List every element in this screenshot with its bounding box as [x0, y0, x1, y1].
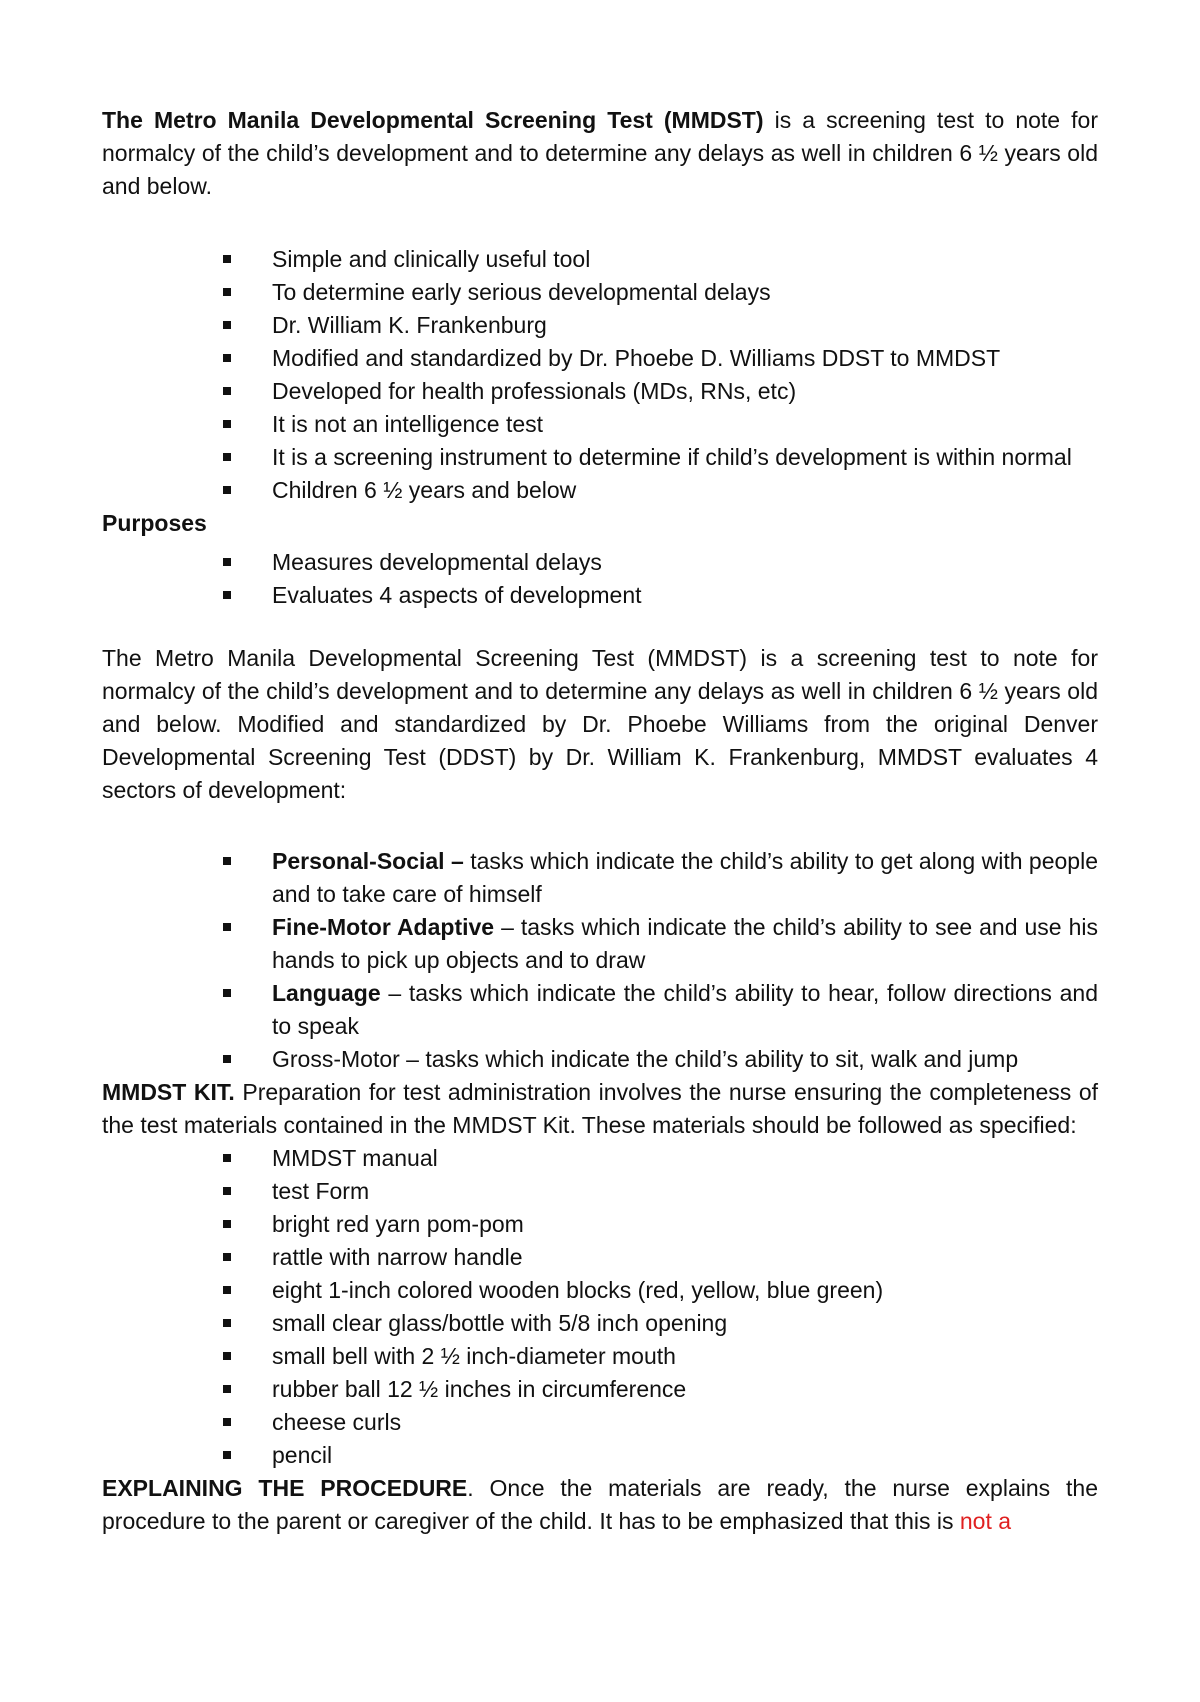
intro-text: is a screening test to note for normalcy of the child’s development and to determine any delays as well in children 6 ½ years old and below.	[102, 107, 1099, 199]
description-paragraph: The Metro Manila Developmental Screening Test (MMDST) is a screening test to note for normalcy of the child’s development and to determine any delays as well in children 6 ½ years old and below. Modified and standardized by Dr. Phoebe Williams from the original Denver Developmental Screening Test (DDST) by Dr. William K. Frankenburg, MMDST evaluates 4 sectors of development:	[102, 645, 1098, 803]
sector-desc: Gross-Motor – tasks which indicate the child’s ability to sit, walk and jump	[272, 1046, 1019, 1072]
square-bullet-icon	[223, 1187, 231, 1195]
list-item	[102, 911, 1098, 977]
list-item: Dr. William K. Frankenburg	[102, 309, 1098, 342]
list-item: Measures developmental delays	[102, 546, 1098, 579]
list-item: rattle with narrow handle	[102, 1241, 1098, 1274]
square-bullet-icon	[223, 1319, 231, 1327]
square-bullet-icon	[223, 1253, 231, 1261]
list-item: cheese curls	[102, 1406, 1098, 1439]
square-bullet-icon	[223, 558, 231, 566]
square-bullet-icon	[223, 1352, 231, 1360]
procedure-paragraph	[102, 1472, 1098, 1538]
list-item: Children 6 ½ years and below	[102, 474, 1098, 507]
list-item	[102, 845, 1098, 911]
square-bullet-icon	[223, 420, 231, 428]
procedure-text: . Once the materials are ready, the nurse explains the procedure to the parent or caregiver of the child. It has to be emphasized that this is	[102, 1475, 1098, 1534]
list-item: small bell with 2 ½ inch-diameter mouth	[102, 1340, 1098, 1373]
square-bullet-icon	[223, 486, 231, 494]
sector-term: Language	[272, 980, 381, 1006]
kit-heading: MMDST KIT.	[102, 1079, 235, 1105]
list-item	[102, 977, 1098, 1043]
list-item: eight 1-inch colored wooden blocks (red, yellow, blue green)	[102, 1274, 1098, 1307]
kit-paragraph	[102, 1076, 1098, 1142]
square-bullet-icon	[223, 1385, 231, 1393]
document-page	[102, 104, 1098, 1538]
square-bullet-icon	[223, 453, 231, 461]
list-item: pencil	[102, 1439, 1098, 1472]
sector-desc: – tasks which indicate the child’s ability to see and use his hands to pick up objects and to draw	[272, 914, 1098, 973]
sector-desc: – tasks which indicate the child’s ability to hear, follow directions and to speak	[272, 980, 1098, 1039]
square-bullet-icon	[223, 989, 231, 997]
list-item: Simple and clinically useful tool	[102, 243, 1098, 276]
sectors-list	[102, 845, 1098, 1076]
sector-term: Fine-Motor Adaptive	[272, 914, 495, 940]
list-item: rubber ball 12 ½ inches in circumference	[102, 1373, 1098, 1406]
square-bullet-icon	[223, 354, 231, 362]
square-bullet-icon	[223, 321, 231, 329]
square-bullet-icon	[223, 1055, 231, 1063]
features-list	[102, 243, 1098, 507]
list-item: To determine early serious developmental delays	[102, 276, 1098, 309]
square-bullet-icon	[223, 1451, 231, 1459]
square-bullet-icon	[223, 591, 231, 599]
kit-text: Preparation for test administration involves the nurse ensuring the completeness of the test materials contained in the MMDST Kit. These materials should be followed as specified:	[102, 1079, 1098, 1138]
square-bullet-icon	[223, 387, 231, 395]
sector-term: Personal-Social –	[272, 848, 471, 874]
procedure-highlight: not a	[959, 1508, 1012, 1534]
list-item: Modified and standardized by Dr. Phoebe D. Williams DDST to MMDST	[102, 342, 1098, 375]
square-bullet-icon	[223, 857, 231, 865]
square-bullet-icon	[223, 1418, 231, 1426]
square-bullet-icon	[223, 1154, 231, 1162]
list-item: Developed for health professionals (MDs, RNs, etc)	[102, 375, 1098, 408]
intro-title: The Metro Manila Developmental Screening Test (MMDST)	[102, 107, 764, 133]
intro-paragraph	[102, 104, 1098, 203]
square-bullet-icon	[223, 1220, 231, 1228]
square-bullet-icon	[223, 288, 231, 296]
list-item: MMDST manual	[102, 1142, 1098, 1175]
list-item: small clear glass/bottle with 5/8 inch opening	[102, 1307, 1098, 1340]
procedure-heading: EXPLAINING THE PROCEDURE	[102, 1475, 468, 1501]
list-item	[102, 1043, 1098, 1076]
purposes-list	[102, 546, 1098, 612]
sector-desc: tasks which indicate the child’s ability to get along with people and to take care of himself	[272, 848, 1098, 907]
list-item: test Form	[102, 1175, 1098, 1208]
kit-list	[102, 1142, 1098, 1472]
list-item: bright red yarn pom-pom	[102, 1208, 1098, 1241]
square-bullet-icon	[223, 1286, 231, 1294]
square-bullet-icon	[223, 923, 231, 931]
list-item: It is a screening instrument to determine if child’s development is within normal	[102, 441, 1098, 474]
purposes-heading: Purposes	[102, 510, 207, 536]
list-item: Evaluates 4 aspects of development	[102, 579, 1098, 612]
square-bullet-icon	[223, 255, 231, 263]
list-item: It is not an intelligence test	[102, 408, 1098, 441]
